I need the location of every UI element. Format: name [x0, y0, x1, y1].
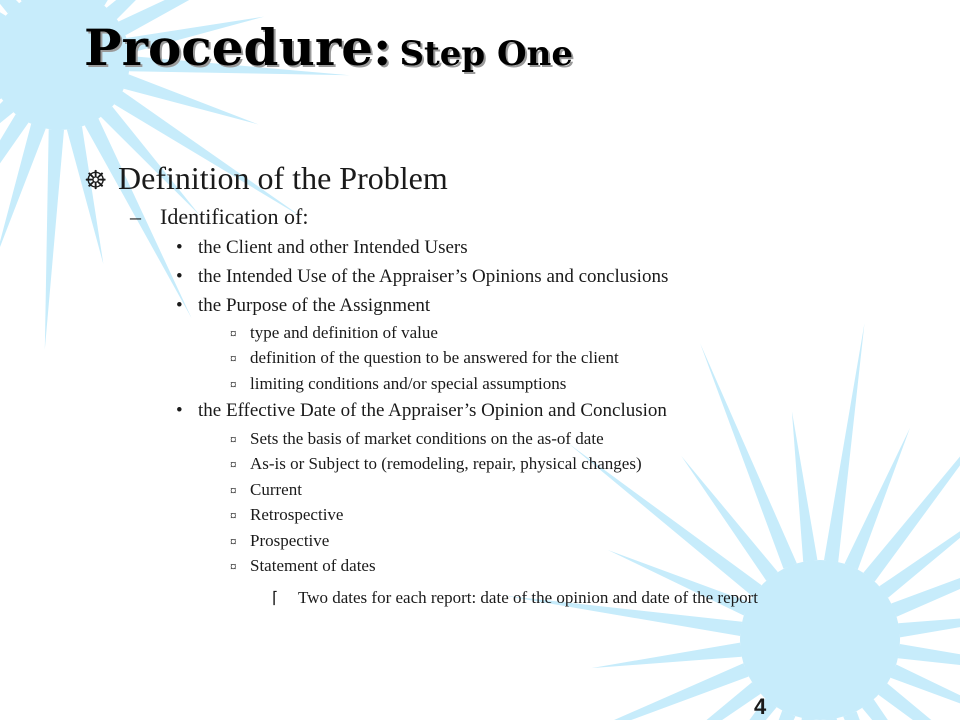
sub-list-item-text: Retrospective	[250, 505, 344, 524]
currency-marker: ¤	[230, 326, 237, 341]
starburst-ray	[863, 388, 960, 582]
list-item-text: the Intended Use of the Appraiser’s Opinions and conclusions	[198, 266, 669, 287]
list-item	[176, 400, 667, 422]
currency-marker: ¤	[230, 457, 237, 472]
starburst-ray	[898, 612, 960, 638]
starburst-ray	[891, 665, 960, 720]
starburst-ray	[591, 643, 742, 669]
sub-list-item	[230, 348, 619, 368]
sub-list-item	[230, 323, 438, 343]
starburst-ray	[845, 428, 911, 570]
sub-list-item-text: Current	[250, 480, 302, 499]
currency-marker: ¤	[230, 432, 237, 447]
sub-list-item-text: definition of the question to be answered for the client	[250, 348, 619, 367]
sub-list-item	[230, 374, 566, 394]
sub-list-item	[230, 429, 604, 449]
sub-list-item-text: As-is or Subject to (remodeling, repair, physical changes)	[250, 454, 642, 473]
subheading-text: Identification of:	[160, 204, 309, 229]
page-number: 4	[754, 694, 767, 719]
corner-bracket-marker: ⌈	[272, 590, 279, 607]
sub-list-item	[230, 454, 642, 474]
list-item	[176, 295, 430, 317]
sub-list-item	[230, 480, 302, 500]
sub-list-item-text: Prospective	[250, 531, 330, 550]
list-item-text: the Client and other Intended Users	[198, 237, 468, 258]
starburst-ray	[523, 663, 749, 720]
dash-marker: –	[130, 204, 141, 229]
sub-sub-list-item-text: Two dates for each report: date of the opinion and date of the report	[298, 588, 758, 607]
title-sub: Step One	[399, 34, 573, 74]
subheading-identification	[130, 204, 308, 230]
starburst-bottom-right	[503, 323, 960, 720]
starburst-ray	[792, 411, 818, 562]
sub-sub-list-item	[272, 588, 758, 608]
starburst-ray	[878, 683, 960, 720]
starburst-ray	[45, 129, 64, 350]
list-item	[176, 266, 668, 288]
bullet-marker: •	[176, 295, 183, 316]
bullet-marker: •	[176, 400, 183, 421]
currency-marker: ¤	[230, 559, 237, 574]
currency-marker: ¤	[230, 508, 237, 523]
wheel-bullet-icon: ☸	[84, 166, 108, 195]
heading-definition	[84, 160, 448, 197]
currency-marker: ¤	[230, 534, 237, 549]
title-main: Procedure:	[84, 18, 392, 77]
starburst-ray	[700, 343, 797, 569]
starburst-ray	[824, 323, 865, 562]
list-item	[176, 237, 468, 259]
bullet-marker: •	[176, 237, 183, 258]
sub-list-item-text: Statement of dates	[250, 556, 376, 575]
list-item-text: the Effective Date of the Appraiser’s Opinion and Conclusion	[198, 400, 667, 421]
sub-list-item	[230, 505, 343, 525]
slide-title	[84, 18, 573, 77]
currency-marker: ¤	[230, 351, 237, 366]
sub-list-item-text: limiting conditions and/or special assumptions	[250, 374, 567, 393]
sub-list-item-text: type and definition of value	[250, 323, 438, 342]
list-item-text: the Purpose of the Assignment	[198, 295, 431, 316]
sub-list-item	[230, 531, 329, 551]
bullet-marker: •	[176, 266, 183, 287]
currency-marker: ¤	[230, 377, 237, 392]
currency-marker: ¤	[230, 483, 237, 498]
sub-list-item	[230, 556, 376, 576]
sub-list-item-text: Sets the basis of market conditions on the as-of date	[250, 429, 604, 448]
heading-text: Definition of the Problem	[118, 160, 448, 196]
